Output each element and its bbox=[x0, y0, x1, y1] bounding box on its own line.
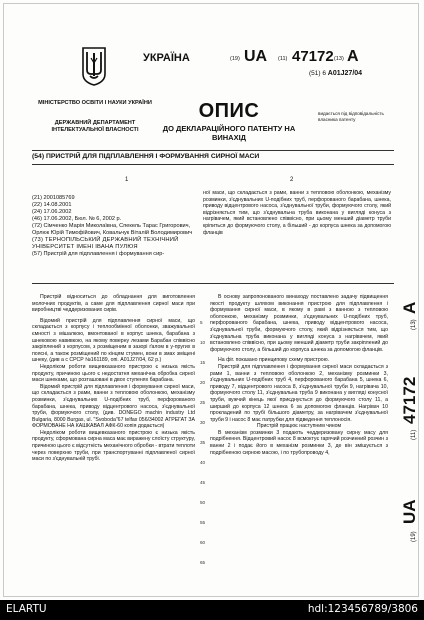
line-number: 40 bbox=[200, 460, 206, 465]
paragraph: Відомий пристрій для підплавлення і формування сирної маси, що складається з рами, ванни з тепловою оболонкою, механізму розминки, з'єднувальних U-подібних труб, перфорованого барабана, шнека, приводу відцентрового насоса, з'єднувальної труби, формуючого столу, (див. DONEGO machin industry Ltd Bulgaria, 8000 Burgas, ul. "Svoboda"67 telfax 056/34002 АГРЕГАТ ЗА ФОРМОВАНЕ НА КАШКАВАЛ АФК-60 копія додається) bbox=[32, 383, 195, 430]
document-subtitle: ДО ДЕКЛАРАЦІЙНОГО ПАТЕНТУ НА ВИНАХІД bbox=[162, 124, 296, 142]
patent-number: 47172 bbox=[292, 48, 334, 65]
code-19: (19) bbox=[230, 56, 240, 62]
paragraph: На фіг. показано принципову схему пристрою. bbox=[218, 357, 330, 364]
line-number: 55 bbox=[200, 520, 206, 525]
ministry-name: МІНІСТЕРСТВО ОСВІТИ І НАУКИ УКРАЇНИ bbox=[38, 100, 152, 106]
code-11: (11) bbox=[278, 56, 288, 62]
stamp-code-13: (13) bbox=[411, 319, 417, 330]
line-number: 35 bbox=[200, 440, 206, 445]
status-left-label: ELARTU bbox=[6, 603, 47, 615]
line-number: 20 bbox=[200, 380, 206, 385]
biblio-57: (57) Пристрій для підплавлення і формування сир- bbox=[32, 251, 165, 257]
biblio-46: (46) 17.06.2002, Бюл. № 6, 2002 р. bbox=[32, 216, 122, 222]
line-number: 10 bbox=[200, 340, 206, 345]
line-number: 50 bbox=[200, 500, 206, 505]
divider-body bbox=[32, 283, 394, 284]
stamp-code-19: (19) bbox=[411, 531, 417, 542]
ipc-code: (51) 6 bbox=[309, 70, 326, 77]
paragraph: В механізм розминки 3 подають чеддеризовану сирну масу для подрібнення. Відцентровий насос 8 всмоктує гарячий розчинний розчин з ванни 2 і подає його в механізм розминки 3, де він змішується з подрібненою сирною масою, і по трубопроводу 4, bbox=[210, 429, 388, 456]
paragraph: В основу запропонованого винаходу поставлено задачу підвищення якості продукту шляхом виконання пристрою для підплавлення і формування сирної маси, в якому в рамі з ванною з тепловою оболонкою, механізму розминки, з'єднувальних U-подібних труб, перфорованого барабана, шнека, приводу відцентрового насоса, з'єднувальної труби, формуючого столу, який відрізняється тим, що з'єднувальна труба виконана у вигляді конуса з нагрівачем, який встановлено співвісно, при цьому менший діаметр труби закріплений до формуючого столу, а більший до корпуса шнека за допомогою фланців. bbox=[210, 294, 388, 353]
biblio-73: (73) ТЕРНОПІЛЬСЬКИЙ ДЕРЖАВНИЙ ТЕХНІЧНИЙ УНІВЕРСИТЕТ ІМЕНІ ІВАНА ПУЛЮЯ bbox=[32, 237, 179, 250]
stamp-kind-code: A bbox=[400, 301, 419, 314]
paragraph: Пристрій для підплавлення і формування сирної маси складається з рами 1, ванни з тепловою оболонкою 2, механізму розминки 3, з'єднувальних U-подібних труб 4, перфорованого барабана 5, шнека 6, приводу 7, відцентрового насоса 8, з'єднувальної труби 9, нагрівача 10, формуючого столу 11, з'єднувальна труба 9 виконана у вигляді конусної труби, вужчий кінець якої приєднується до формуючого столу 11, а ширший до корпуса 12 шнека 6 за допомогою фланців. Нагрівач 10 прокладений по трубі більшого діаметру, за нагрівачем з'єднувальної труби 9 і насос 8 має патрубки для підведення теплоносія. bbox=[210, 363, 388, 423]
paragraph: Відомий пристрій для підплавлення сирної маси, що складається з корпусу і теплообмінної оболонки, зважувальної ємності з мішалкою, вмонтованої в корпус шнека, барабана з шнековою навивкою, на якому поверну лезами Барабан співвісно закріплений з корпусом, з розміщеним в зазорі ґалом в у-пругих в поясні, а також розміщений по кінцям стумен, вони в змах зміщені шнеку, (див а с СРСР №161189, опі. А01J27/04, 62 р.) bbox=[32, 317, 195, 364]
line-number: 60 bbox=[200, 540, 206, 545]
line-number: 15 bbox=[200, 360, 206, 365]
column-number-1: 1 bbox=[125, 177, 129, 183]
country-code: UA bbox=[244, 48, 268, 65]
code-13: (13) bbox=[334, 56, 344, 62]
issued-note: видається під відповідальність власника патенту bbox=[318, 111, 384, 122]
line-number: 30 bbox=[200, 420, 206, 425]
stamp-patent-number: 47172 bbox=[400, 376, 419, 424]
line-number: 45 bbox=[200, 480, 206, 485]
biblio-72: (72) Сімченко Марія Миколаївна, Спекель Тарас Григорович, Орлюк Юрій Тимофійович, Ковальчук Віталій Володимирович bbox=[32, 223, 193, 236]
claim-continuation bbox=[203, 190, 391, 236]
ukraine-trident-icon bbox=[81, 46, 107, 86]
country-label: УКРАЇНА bbox=[143, 52, 190, 64]
biblio-22: (22) 14.08.2001 bbox=[32, 202, 72, 208]
paragraph: Пристрій працює наступним чином bbox=[256, 423, 342, 430]
status-bar bbox=[0, 600, 424, 620]
kind-code: A bbox=[347, 48, 359, 65]
ipc-classification bbox=[309, 70, 362, 77]
status-handle-link[interactable]: hdl:123456789/3806 bbox=[307, 603, 418, 615]
line-number: 5 bbox=[200, 320, 203, 325]
department-name: ДЕРЖАВНИЙ ДЕПАРТАМЕНТ ІНТЕЛЕКТУАЛЬНОЇ ВЛАСНОСТІ bbox=[51, 120, 139, 133]
biblio-24: (24) 17.06.2002 bbox=[32, 209, 72, 215]
paragraph: Недоліком роботи вищевказаного пристрою є низька якість продукту, причиною цього є недостатня механічна обробка сирної маси шнеками, що розташовані в двох ступенях барабана. bbox=[32, 363, 195, 384]
line-number: 25 bbox=[200, 400, 206, 405]
divider-title bbox=[32, 164, 394, 165]
bibliographic-data bbox=[32, 195, 197, 258]
right-body-column bbox=[210, 294, 388, 456]
biblio-21: (21) 2001085769 bbox=[32, 195, 75, 201]
stamp-country-code: UA bbox=[400, 499, 419, 524]
line-number: 65 bbox=[200, 560, 206, 565]
divider-top bbox=[32, 150, 394, 151]
stamp-code-11: (11) bbox=[411, 429, 417, 440]
invention-title: (54) ПРИСТРІЙ ДЛЯ ПІДПЛАВЛЕННЯ І ФОРМУВАННЯ СИРНОЇ МАСИ bbox=[32, 153, 260, 160]
document-title: ОПИС bbox=[198, 100, 260, 122]
claim-text: ної маси, що складається з рами, ванни з тепловою оболонкою, механізму розминки, з'єднувальних U-подібних труб, перфорованого барабана, шнека, приводу відцентрового насоса, з'єднувальної труби, формуючого столу, який відрізняється тим, що з'єднувальна труба виконана у вигляді конуса з нагрівачем, який встановлено співвісно, при цьому менший діаметр труби кріпиться до формуючого столу, а більший - до корпуса шнека за допомогою фланців bbox=[203, 190, 391, 236]
column-number-2: 2 bbox=[290, 177, 294, 183]
paragraph: Пристрій відноситься до обладнання для виготовлення молочних продуктів, а саме для підплавлення сирної маси при виробництві чеддеризованих сирів. bbox=[32, 294, 195, 314]
paragraph: Недоліком роботи вищевказаного пристрою є низька якість продукту, сформована сирна маса має виражену слоїсту структуру, причиною цього є відсутність механічного обробки - втрати теплоти через поверхню труби, при транспортуванні підплавленої сирної маси по з'єднувальній трубі. bbox=[32, 429, 195, 463]
left-body-column bbox=[32, 294, 195, 463]
vertical-patent-stamp bbox=[393, 205, 421, 550]
ipc-value: A01J27/04 bbox=[327, 70, 363, 77]
